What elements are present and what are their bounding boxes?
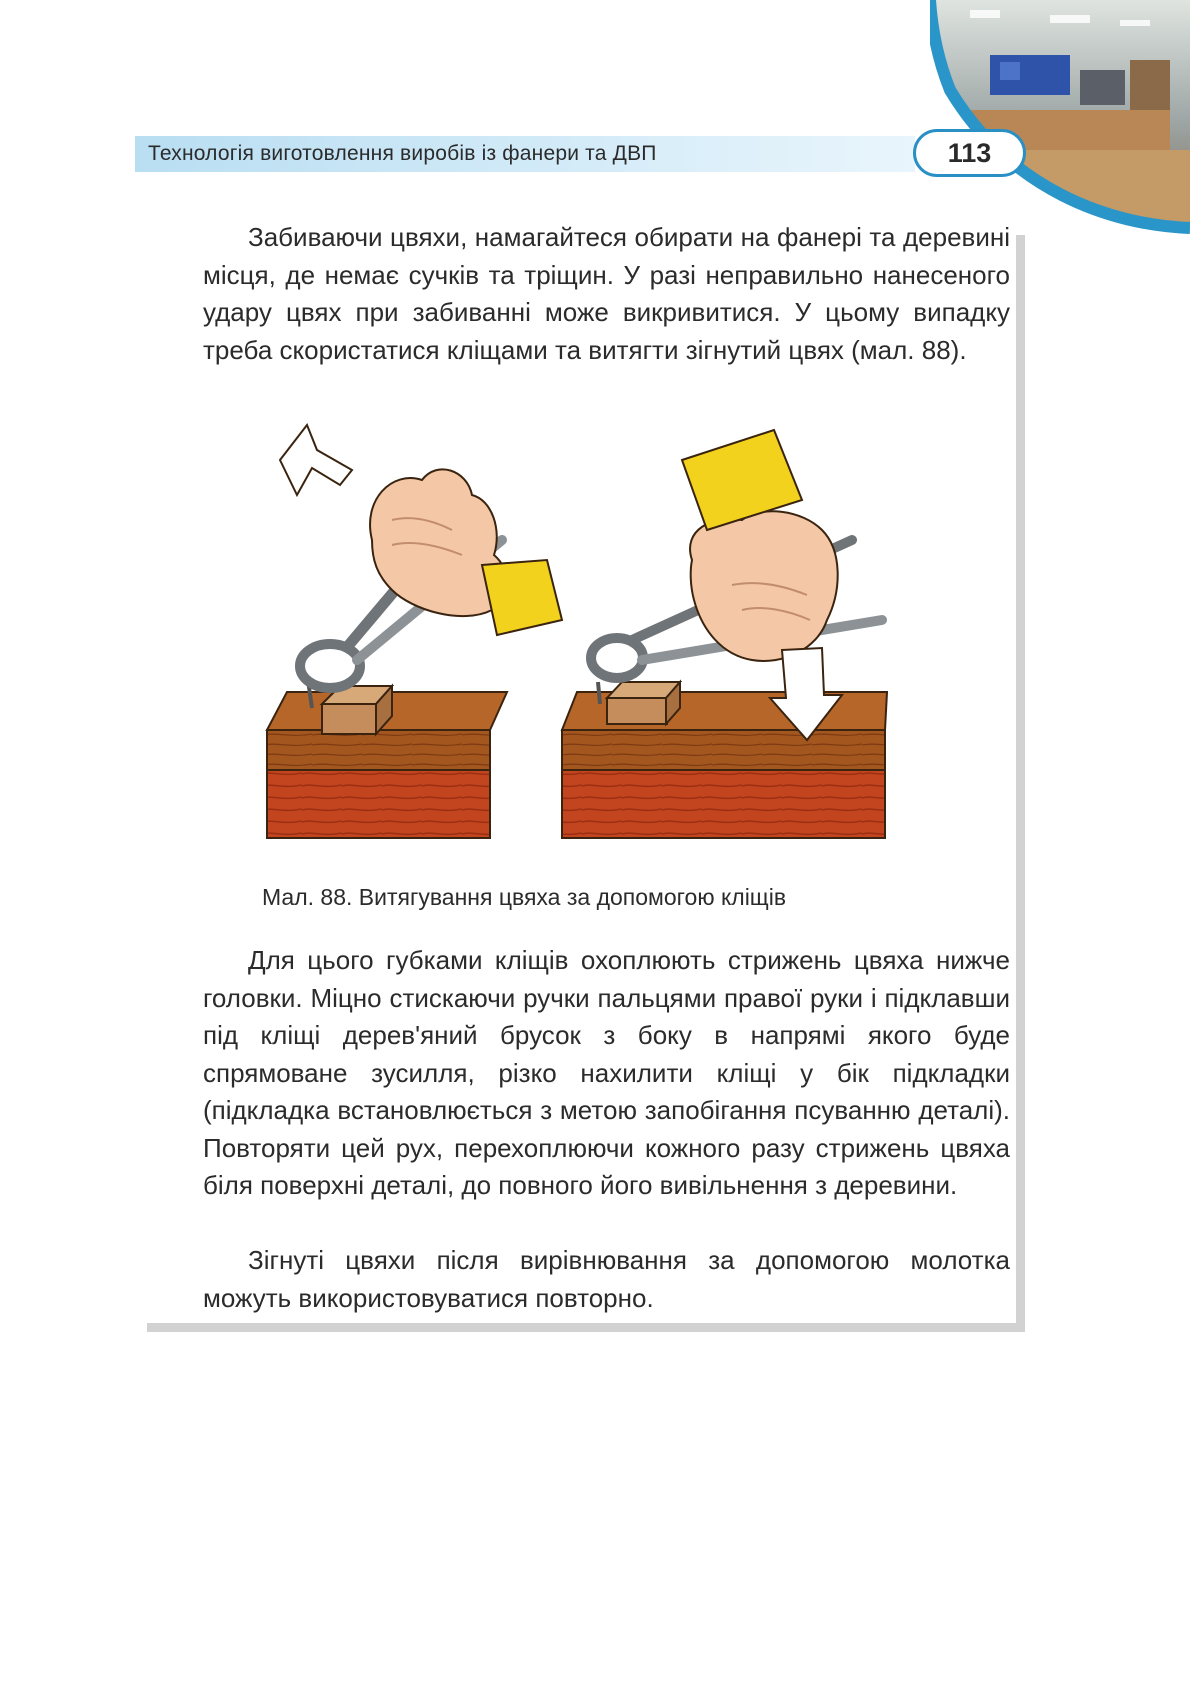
paragraph-3: Зігнуті цвяхи після вирівнювання за допомогою молотка можуть використовуватися повторно.: [203, 1245, 1010, 1313]
figure-88-illustration: [262, 420, 902, 860]
page-shadow-right: [1016, 235, 1025, 1327]
paragraph-2: Для цього губками кліщів охоплюють стрижень цвяха нижче головки. Міцно стискаючи ручки пальцями правої руки і підклавши під кліщі дерев'яний брусок з боку в напрямі якого буде спрямоване зусилля, різко нахилити кліщі у бік підкладки (підкладка встановлюється з метою запобігання псуванню деталі). Повторяти цей рух, перехоплюючи кожного разу стрижень цвяха біля поверхні деталі, до повного його вивільнення з деревини.: [203, 945, 1010, 1200]
right-hand-pliers-icon: [562, 430, 887, 838]
page-shadow-bottom: [147, 1323, 1025, 1332]
figure-caption: Мал. 88. Витягування цвяха за допомогою кліщів: [262, 884, 787, 910]
left-hand-pliers-icon: [267, 425, 562, 838]
running-header-title: Технологія виготовлення виробів із фанери та ДВП: [148, 142, 657, 165]
paragraph-1: Забиваючи цвяхи, намагайтеся обирати на фанері та деревині місця, де немає сучків та тріщин. У разі неправильно нанесеного удару цвях при забиванні може викривитися. У цьому випадку треба скористатися кліщами та витягти зігнутий цвях (мал. 88).: [203, 222, 1010, 365]
page-number-badge: [913, 129, 1026, 177]
page-number: 113: [947, 138, 992, 168]
